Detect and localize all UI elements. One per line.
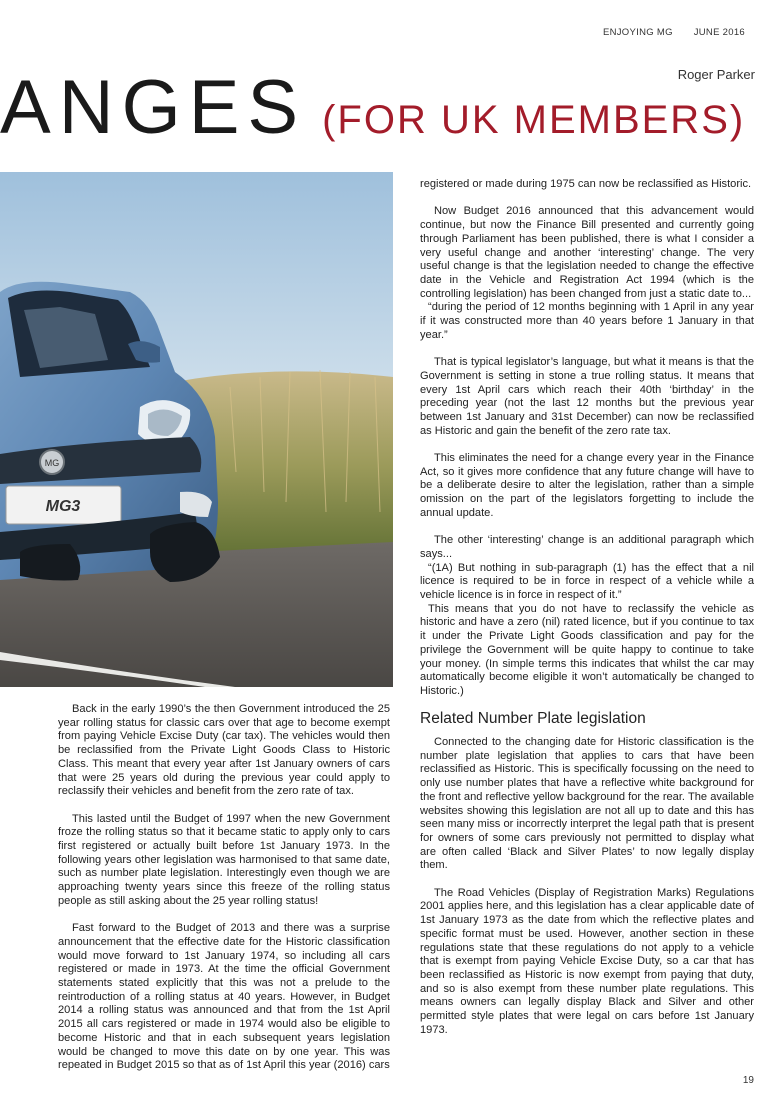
page-number: 19 [742, 1075, 754, 1086]
page-title [0, 64, 745, 151]
svg-text:MG: MG [44, 458, 60, 468]
car-illustration [0, 172, 393, 687]
paragraph: This lasted until the Budget of 1997 when the new Government froze the rolling status so that it became static to apply only to cars first registered or actually built before 1st January 1973. In the following years other legislation was harmonised to that same date, such as number plate legislation. Interestingly even though we are approaching twenty years since this freeze of the rolling status people as still asking about the 25 year rolling status! [58, 812, 390, 907]
paragraph: Fast forward to the Budget of 2013 and there was a surprise announcement that the effective date for the Historic classification would move forward to 1st January 1974, so including all cars registered or made in 1973. At the time the official Government statements stated explicitly that this was not a prelude to the reintroduction of a rolling status at 40 years. However, in Budget 2014 a rolling status was announced and that from the 1st April 2015 all cars registered or made in 1974 would also be eligible to become Historic and that in each subsequent years legislation would be changed to move this date on by one year. This was repeated in Budget 2015 so that as of 1st April this year (2016) cars [58, 922, 390, 1072]
section-heading: Related Number Plate legislation [420, 710, 646, 728]
paragraph: That is typical legislator’s language, but what it means is that the Government is setting in stone a true rolling status. It means that every 1st April cars which reach their 40th ‘birthday’ in the preceding year (not the last 12 months but the previous year between 1st January and 31st December) can now be reclassified as Historic and gain the benefit of the zero rate tax. [420, 356, 754, 437]
paragraph: Back in the early 1990’s the then Government introduced the 25 year rolling status for classic cars over that age to become exempt from paying Vehicle Excise Duty (car tax). The vehicles would then be reclassified from the Private Light Goods Class to Historic Class. This meant that every year after 1st January owners of cars that were 25 years old during the previous year could apply to reclassify their vehicles and benefit from the zero rate of tax. [58, 703, 390, 798]
title-part-2: (FOR UK MEMBERS) [322, 98, 746, 142]
legislation-quote: “(1A) But nothing in sub-paragraph (1) has the effect that a nil licence is required to be in force in respect of a vehicle while a vehicle licence is in force in respect of it.” [420, 561, 754, 602]
paragraph: registered or made during 1975 can now be reclassified as Historic. [420, 178, 752, 190]
car-photo [0, 172, 393, 687]
running-header [585, 27, 745, 38]
license-plate-text: MG3 [45, 498, 81, 515]
paragraph: This means that you do not have to reclassify the vehicle as historic and have a zero (nil) rated licence, but if you continue to tax it under the Private Light Goods classification and pay for the privilege the Government will be quite happy to continue to take your money. (In simple terms this indicates that whilst the car may automatically become eligible it won’t automatically be changed to Historic.) [420, 602, 754, 697]
paragraph: The Road Vehicles (Display of Registration Marks) Regulations 2001 applies here, and this legislation has a clear applicable date of 1st January 1973 as the date from which the reflective plates and specific format must be used. However, another section in these regulations state that these regulations do not apply to a vehicle that is exempt from paying Vehicle Excise Duty, so a car that has been reclassified as Historic is now exempt from paying that duty, and so is also exempt from these number plate regulations. This means owners can legally display Black and Silver and other permitted style plates that were legal on cars before 1st January 1973. [420, 886, 754, 1036]
legislation-quote: “during the period of 12 months beginning with 1 April in any year if it was constructed more than 40 years before 1 January in that year.” [420, 301, 754, 341]
paragraph: This eliminates the need for a change every year in the Finance Act, so it gives more confidence that any future change will have to be a deliberate desire to alter the legislation, rather than a simple omission on the part of the legislators forgetting to include the annual update. [420, 452, 754, 519]
author-name: Roger Parker [677, 67, 755, 82]
issue-date: JUNE 2016 [693, 27, 745, 38]
title-part-1: ANGES [0, 65, 307, 150]
article-column-right [420, 178, 754, 1051]
paragraph: Connected to the changing date for Historic classification is the number plate legislation that applies to cars that have been reclassified as Historic. This is specifically focussing on the need to only use number plates that have a reflective white background for the front and reflective yellow background for the rear. The available websites showing this legislation are not all up to date and this has seen many miss or incorrectly interpret the legal path that is present for owners of some cars previously not permitted to display what are often called ‘Black and Silver Plates’ to now legally display them. [420, 736, 754, 872]
magazine-name: ENJOYING MG [602, 27, 673, 38]
paragraph: Now Budget 2016 announced that this advancement would continue, but now the Finance Bill presented and currently going through Parliament has been published, there is what I consider a very useful change and another ‘interesting’ change. The very useful change is that the legislation needed to change the effective date in the Vehicle and Registration Act 1994 (which is the controlling legislation) has been changed from just a static date to... [420, 205, 754, 300]
article-column-left [58, 703, 390, 1087]
paragraph: The other ‘interesting’ change is an additional paragraph which says... [420, 534, 754, 560]
